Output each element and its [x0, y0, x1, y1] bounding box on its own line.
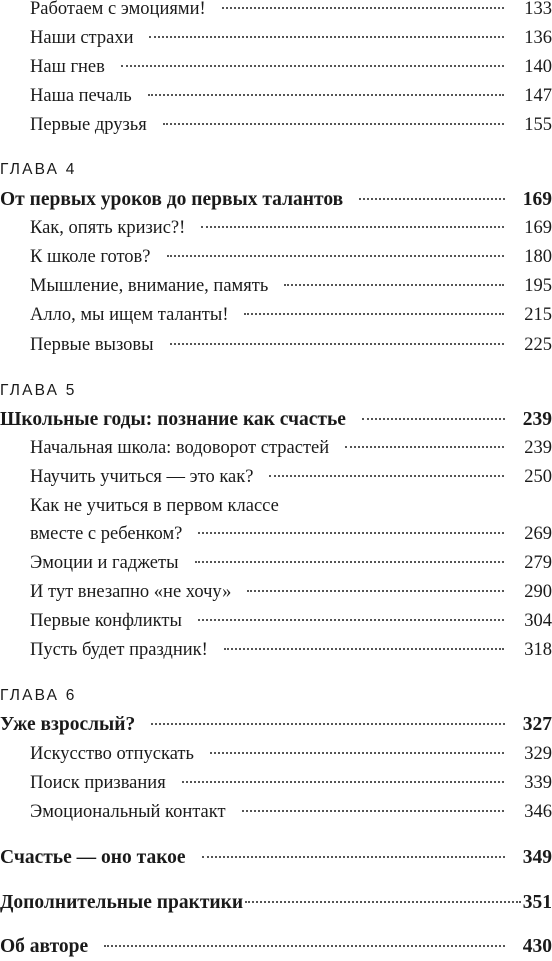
- toc-entry-title: И тут внезапно «не хочу»: [30, 582, 232, 602]
- toc-entry[interactable]: [0, 243, 552, 272]
- toc-entry-title: Наши страхи: [30, 28, 134, 48]
- toc-entry-page: 169: [524, 218, 552, 238]
- toc-entry-title: Первые конфликты: [30, 611, 182, 631]
- chapter-title: От первых уроков до первых талантов: [0, 189, 344, 210]
- toc-entry-page: 155: [524, 115, 552, 135]
- toc-entry[interactable]: [0, 0, 552, 24]
- dot-leader: [242, 810, 505, 812]
- dot-leader: [182, 781, 505, 783]
- chapter-label: ГЛАВА 6: [0, 687, 77, 704]
- toc-entry-page: 225: [524, 335, 552, 355]
- toc-entry[interactable]: [0, 636, 552, 665]
- chapter-title: Уже взрослый?: [0, 714, 136, 735]
- dot-leader: [362, 418, 505, 420]
- toc-entry-title-line1[interactable]: Как не учиться в первом классе: [30, 496, 279, 516]
- toc-entry-title: Алло, мы ищем таланты!: [30, 305, 229, 325]
- dot-leader: [170, 343, 505, 345]
- toc-entry[interactable]: [0, 214, 552, 243]
- toc-entry[interactable]: [0, 520, 552, 549]
- dot-leader: [198, 532, 504, 534]
- toc-entry[interactable]: [0, 607, 552, 636]
- dot-leader: [210, 752, 504, 754]
- toc-entry-title: Первые друзья: [30, 115, 147, 135]
- toc-entry-page: 195: [524, 276, 552, 296]
- dot-leader: [202, 856, 505, 858]
- dot-leader: [244, 313, 504, 315]
- toc-entry-title: вместе с ребенком?: [30, 524, 183, 544]
- toc-entry-title: Первые вызовы: [30, 335, 154, 355]
- chapter-page: 327: [522, 714, 552, 735]
- section-page: 430: [522, 936, 552, 957]
- toc-entry-page: 290: [524, 582, 552, 602]
- toc-entry[interactable]: [0, 798, 552, 827]
- dot-leader: [148, 94, 505, 96]
- toc-entry[interactable]: [0, 272, 552, 301]
- toc-entry-title: Работаем с эмоциями!: [30, 0, 206, 19]
- toc-entry[interactable]: [0, 769, 552, 798]
- toc-entry-page: 279: [524, 553, 552, 573]
- dot-leader: [224, 648, 504, 650]
- toc-entry-page: 239: [524, 438, 552, 458]
- chapter-label: ГЛАВА 4: [0, 161, 77, 178]
- dot-leader: [149, 36, 504, 38]
- chapter-title-entry[interactable]: [0, 710, 552, 739]
- section-title: Счастье — оно такое: [0, 847, 186, 868]
- dot-leader: [167, 255, 505, 257]
- toc-entry-title: Эмоциональный контакт: [30, 802, 226, 822]
- chapter-page: 169: [522, 189, 552, 210]
- dot-leader: [245, 901, 521, 903]
- toc-entry-page: 250: [524, 467, 552, 487]
- dot-leader: [104, 945, 505, 947]
- toc-entry[interactable]: [0, 53, 552, 82]
- toc-entry-title: Начальная школа: водоворот страстей: [30, 438, 330, 458]
- toc-entry-page: 140: [524, 57, 552, 77]
- toc-entry-title: Как, опять кризис?!: [30, 218, 186, 238]
- toc-entry-page: 147: [524, 86, 552, 106]
- toc-entry[interactable]: [0, 578, 552, 607]
- toc-entry[interactable]: [0, 549, 552, 578]
- dot-leader: [201, 226, 504, 228]
- dot-leader: [247, 590, 504, 592]
- dot-leader: [269, 475, 504, 477]
- toc-entry[interactable]: [0, 301, 552, 330]
- toc-entry-page: 346: [524, 802, 552, 822]
- toc-entry-page: 133: [524, 0, 552, 19]
- toc-entry-page: 136: [524, 28, 552, 48]
- toc-entry-title: К школе готов?: [30, 247, 151, 267]
- section-title: Об авторе: [0, 936, 89, 957]
- toc-entry-title: Наш гнев: [30, 57, 105, 77]
- chapter-title: Школьные годы: познание как счастье: [0, 409, 346, 430]
- chapter-title-entry[interactable]: [0, 405, 552, 434]
- toc-entry[interactable]: [0, 82, 552, 111]
- toc-entry-title: Мышление, внимание, память: [30, 276, 269, 296]
- toc-entry[interactable]: [0, 434, 552, 463]
- dot-leader: [222, 7, 505, 9]
- toc-entry-title: Поиск призвания: [30, 773, 166, 793]
- dot-leader: [163, 123, 505, 125]
- section-entry[interactable]: [0, 888, 552, 917]
- toc-entry-page: 329: [524, 744, 552, 764]
- toc-entry-title: Пусть будет праздник!: [30, 640, 208, 660]
- toc-entry-page: 318: [524, 640, 552, 660]
- dot-leader: [151, 723, 504, 725]
- toc-entry-page: 180: [524, 247, 552, 267]
- section-title: Дополнительные практики: [0, 892, 244, 913]
- section-page: 349: [522, 847, 552, 868]
- toc-entry-title: Эмоции и гаджеты: [30, 553, 179, 573]
- toc-entry-title: Наша печаль: [30, 86, 132, 106]
- toc-entry[interactable]: [0, 463, 552, 492]
- dot-leader: [359, 198, 505, 200]
- section-entry[interactable]: [0, 932, 552, 961]
- chapter-label: ГЛАВА 5: [0, 382, 77, 399]
- toc-entry[interactable]: [0, 111, 552, 140]
- toc-entry-page: 304: [524, 611, 552, 631]
- section-page: 351: [522, 892, 552, 913]
- toc-entry-page: 339: [524, 773, 552, 793]
- dot-leader: [198, 619, 504, 621]
- chapter-title-entry[interactable]: [0, 185, 552, 214]
- chapter-page: 239: [522, 409, 552, 430]
- toc-entry-title: Научить учиться — это как?: [30, 467, 254, 487]
- toc-entry[interactable]: [0, 740, 552, 769]
- toc-entry[interactable]: [0, 24, 552, 53]
- dot-leader: [121, 65, 504, 67]
- toc-entry-title: Искусство отпускать: [30, 744, 194, 764]
- dot-leader: [345, 446, 504, 448]
- section-entry[interactable]: [0, 843, 552, 872]
- dot-leader: [284, 284, 504, 286]
- toc-entry-page: 269: [524, 524, 552, 544]
- toc-entry[interactable]: [0, 331, 552, 360]
- toc-entry-page: 215: [524, 305, 552, 325]
- dot-leader: [195, 561, 505, 563]
